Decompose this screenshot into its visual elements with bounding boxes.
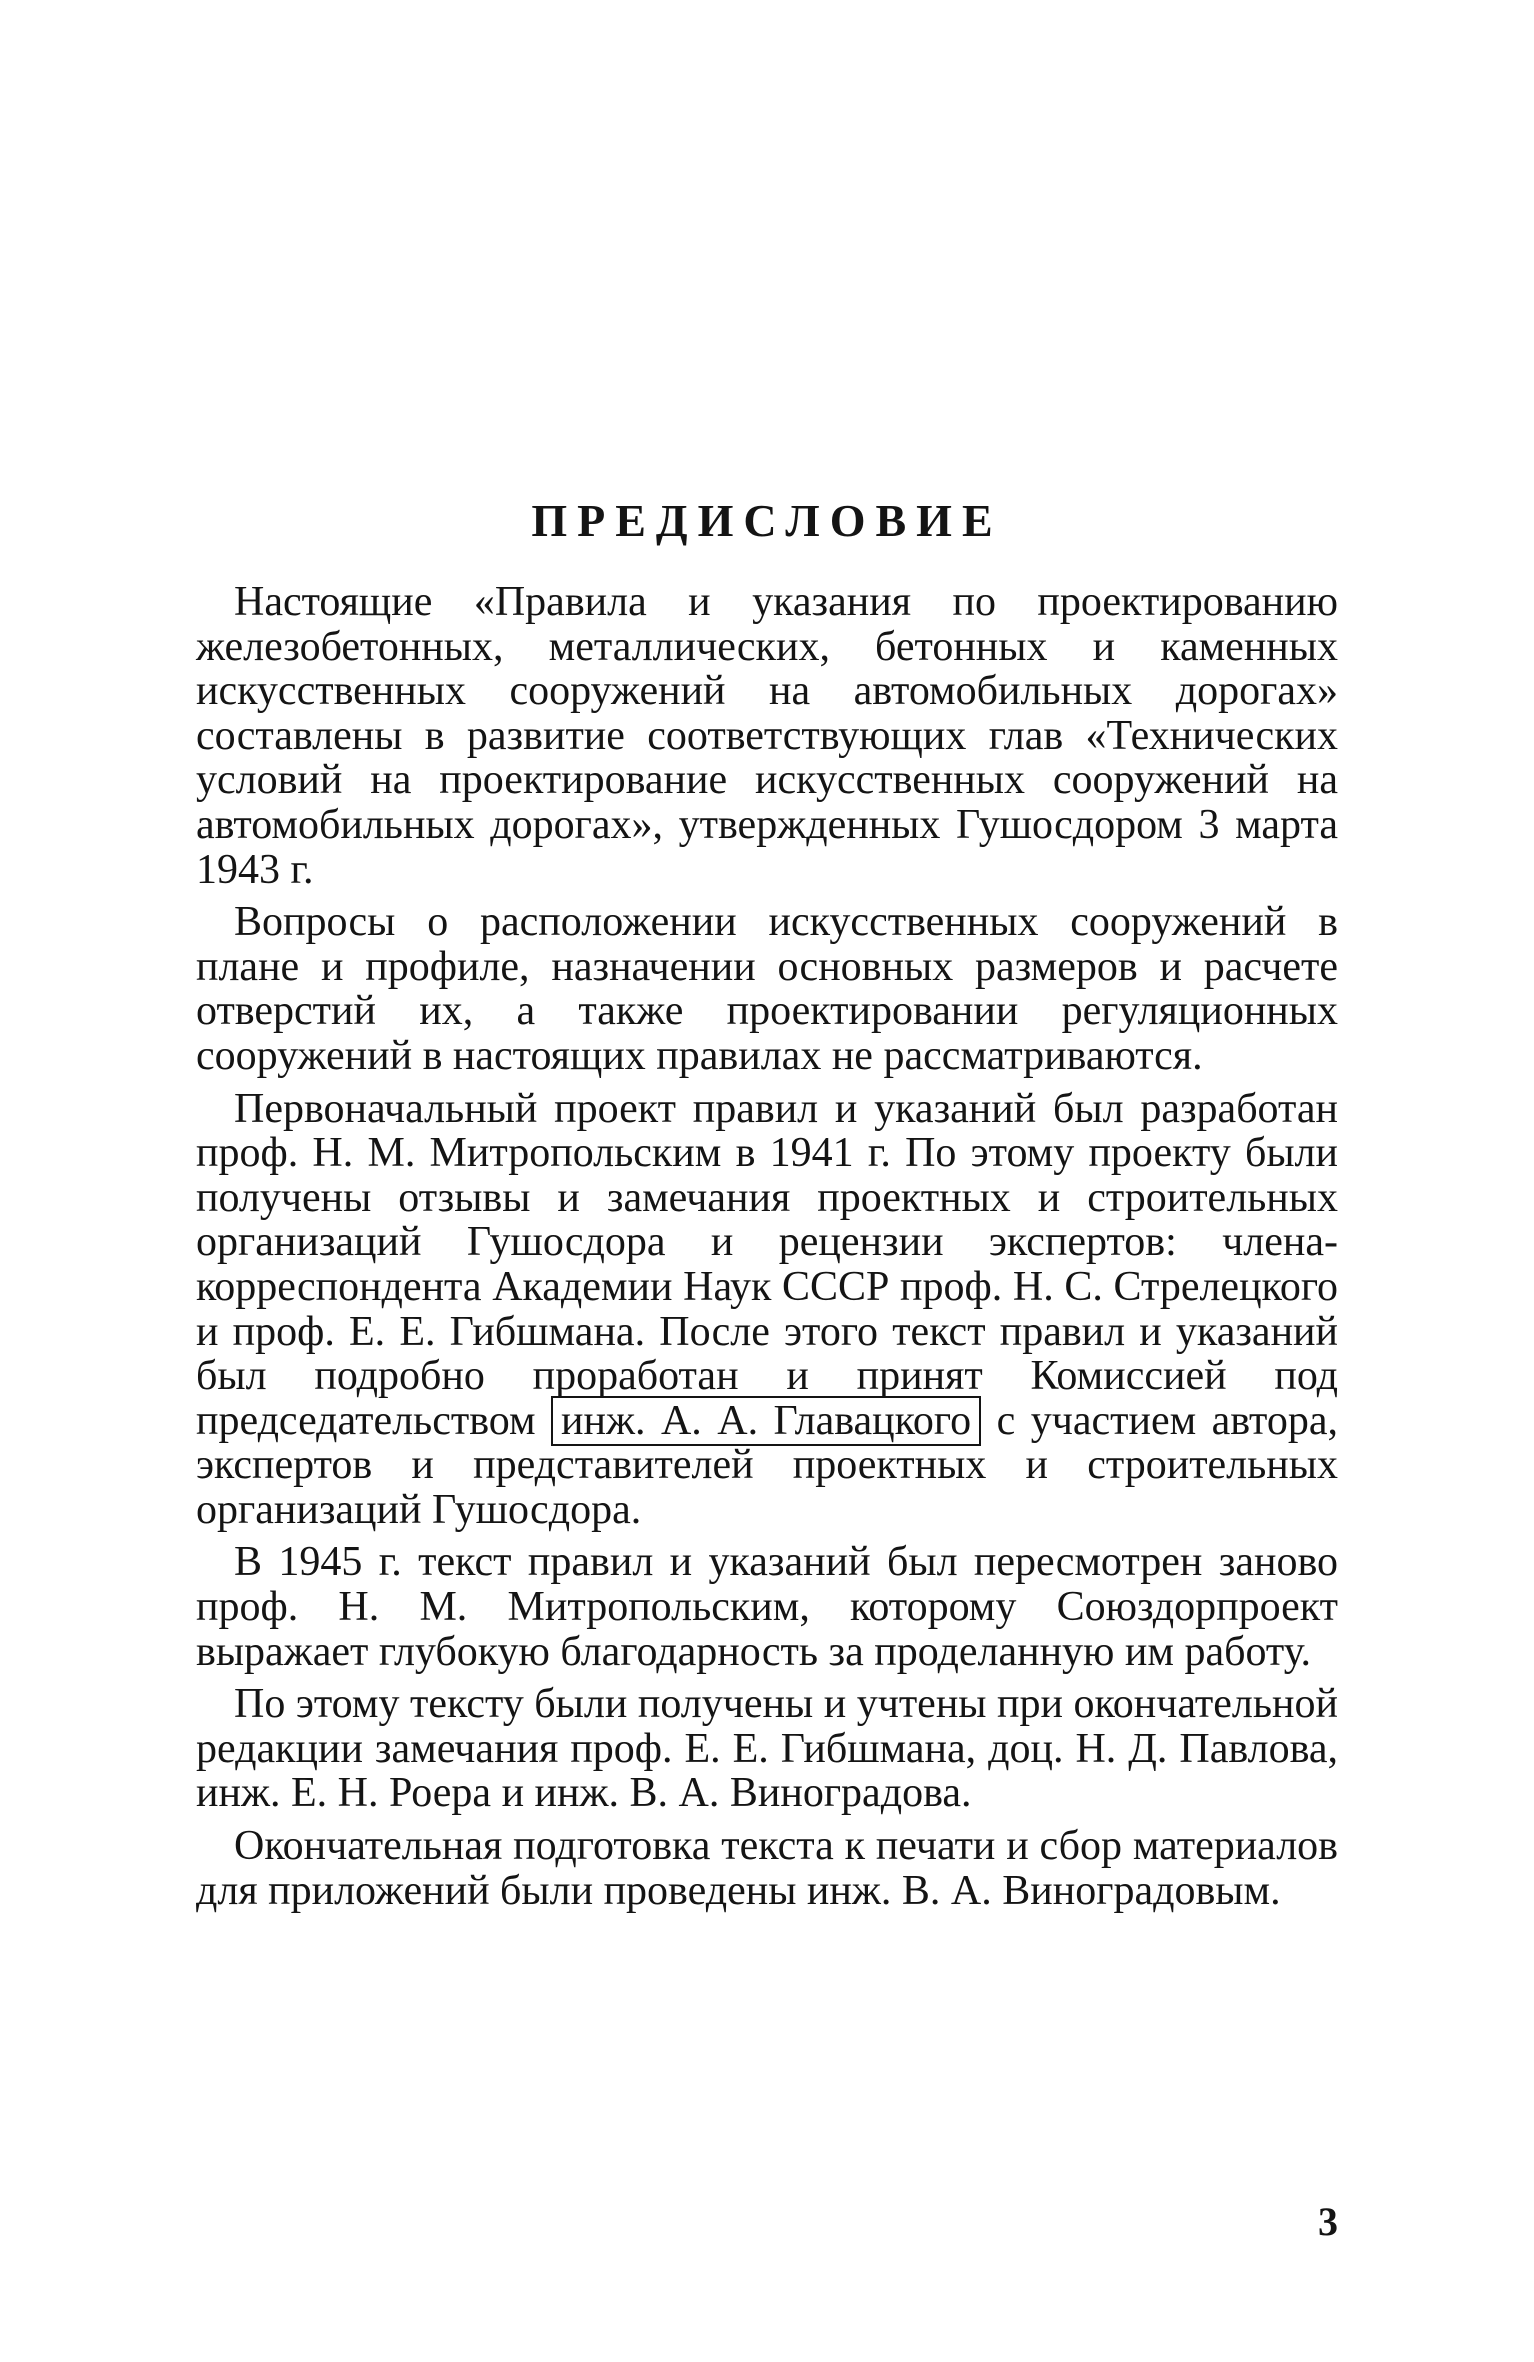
paragraph-3 — [196, 1087, 1338, 1533]
page-title: ПРЕДИСЛОВИЕ — [531, 495, 1003, 546]
paragraph-1: Настоящие «Правила и указания по проектированию железобетонных, металлических, бетонных и каменных искусственных сооружений на автомобильных дорогах» составлены в развитие соответствующих глав «Технических условий на проектирование искусственных сооружений на автомобильных дорогах», утвержденных Гушосдором 3 марта 1943 г. — [196, 579, 1338, 893]
paragraph-2: Вопросы о расположении искусственных сооружений в плане и профиле, назначении основных размеров и расчете отверстий их, а также проектировании регуляционных сооружений в настоящих правилах не рассматриваются. — [196, 899, 1338, 1079]
paragraph-4: В 1945 г. текст правил и указаний был пересмотрен заново проф. Н. М. Митропольским, которому Союздорпроект выражает глубокую благодарность за проделанную им работу. — [196, 1539, 1338, 1675]
preface-body — [196, 580, 1338, 1921]
page-number: 3 — [1318, 2199, 1338, 2244]
paragraph-6: Окончательная подготовка текста к печати и сбор материалов для приложений были проведены инж. В. А. Виноградовым. — [196, 1823, 1338, 1914]
paragraph-3-text-start: Первоначальный проект правил и указаний был разработан проф. Н. М. Митропольским в 1941 г. По этому проекту были получены отзывы и замечания проектных и строительных организаций Гушосдора и рецензии экспертов: члена-корреспондента Академии Наук СССР проф. Н. С. Стрелецкого и проф. Е. Е. Гибшмана. После этого текст правил и указаний был подробно проработан и принят Комиссией под председательством — [196, 1085, 1338, 1444]
paragraph-5: По этому тексту были получены и учтены при окончательной редакции замечания проф. Е. Е. Гибшмана, доц. Н. Д. Павлова, инж. Е. Н. Роера и инж. В. А. Виноградова. — [196, 1681, 1338, 1817]
boxed-name: инж. А. А. Главацкого — [551, 1396, 981, 1446]
paragraph-3-text-end: с участием автора, экспертов и представителей проектных и строительных организаций Гушосдора. — [196, 1397, 1338, 1533]
